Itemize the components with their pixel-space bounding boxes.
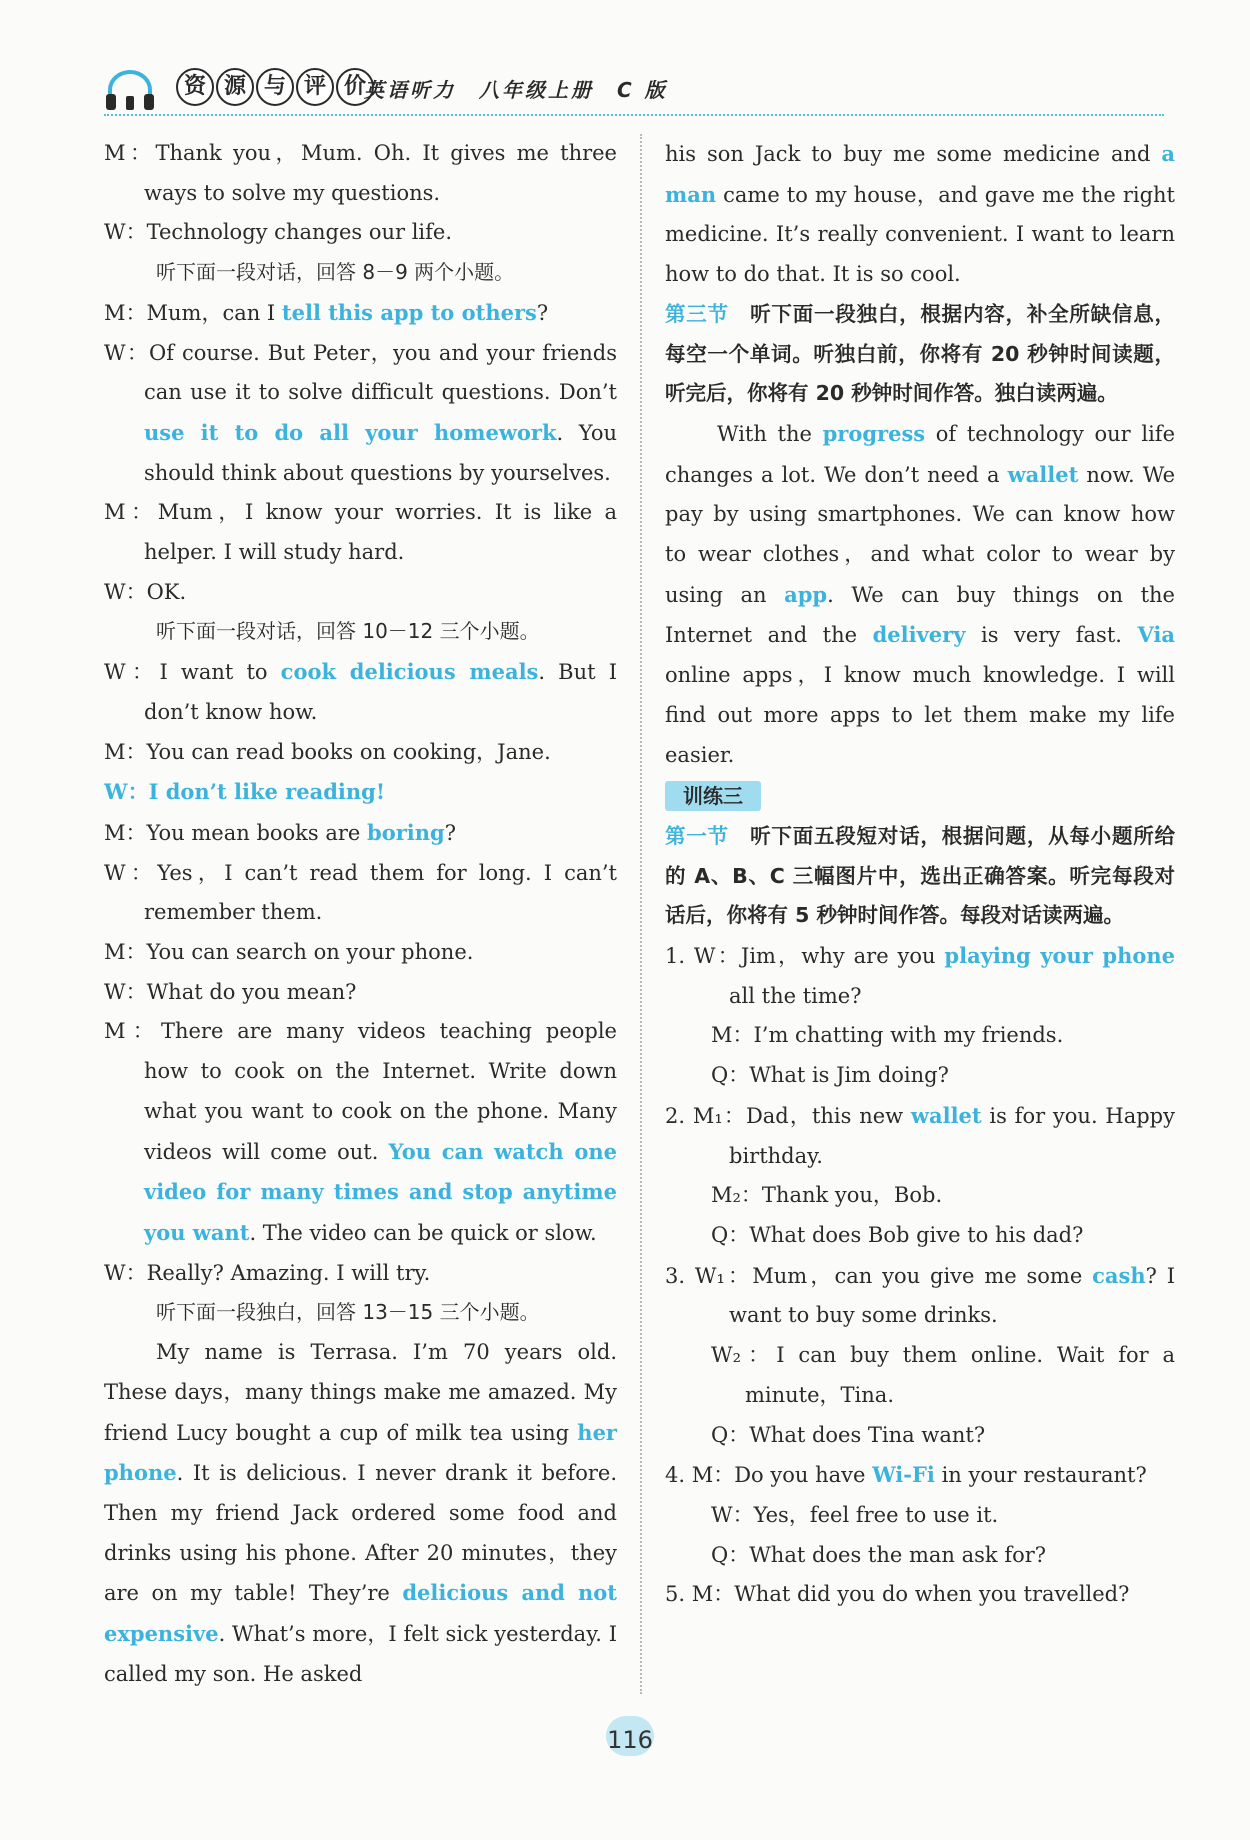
dialogue-line: W：Really? Amazing. I will try. [104, 1260, 431, 1285]
page-number: 116 [607, 1726, 653, 1754]
question-prompt: Q：What does Tina want? [711, 1422, 986, 1447]
dialogue-line: M：Mum，I know your worries. It is like a helper. I will study hard. [104, 500, 617, 565]
dialogue-line: W：Technology changes our life. [104, 220, 453, 245]
dialogue-line: M：You can search on your phone. [104, 940, 474, 965]
answer-highlight: Via [1137, 622, 1175, 648]
question-item: 1. W：Jim，why are you playing your phone all the time? [665, 943, 1175, 1008]
instruction: 听下面一段对话，回答 10－12 三个小题。 [156, 619, 540, 644]
question-item: 4. M：Do you have Wi-Fi in your restaurant? [665, 1462, 1147, 1488]
dialogue-line: W：Of course. But Peter，you and your friends can use it to solve difficult questions. Don’t use it to do all your homework. You should think about questions by yourselves. [104, 340, 617, 485]
dialogue-line: W：I don’t like reading! [104, 779, 386, 805]
header-title: 资 源 与 评 价 [176, 68, 374, 104]
answer-highlight: a man [665, 141, 1175, 207]
right-column [665, 134, 1175, 1615]
answer-highlight: use it to do all your homework [144, 419, 557, 445]
section-heading: 第一节 听下面五段短对话，根据问题，从每小题所给的 A、B、C 三幅图片中，选出正确答案。听完每段对话后，你将有 5 秒钟时间作答。每段对话读两遍。 [665, 823, 1176, 928]
answer-highlight: delivery [872, 622, 966, 648]
answer-highlight: You can watch one video for many times and stop anytime you want [144, 1138, 617, 1245]
dialogue-line: W：Yes，I can’t read them for long. I can’t remember them. [104, 860, 617, 925]
answer-highlight: tell this app to others [281, 299, 537, 325]
dialogue-line: M：There are many videos teaching people how to cook on the Internet. Write down what you want to cook on the phone. Many videos will come out. You can watch one video for many times and stop anytime you want. The video can be quick or slow. [104, 1019, 617, 1245]
section-tag: 第一节 [665, 823, 729, 848]
dialogue-line: W：I want to cook delicious meals. But I don’t know how. [104, 659, 617, 724]
left-column [104, 134, 617, 1694]
answer-highlight: wallet [910, 1102, 982, 1128]
answer-highlight: delicious and not expensive [104, 1580, 617, 1647]
dialogue-line: M：You mean books are boring? [104, 819, 456, 845]
dialogue-line: M：Thank you，Mum. Oh. It gives me three ways to solve my questions. [104, 141, 617, 205]
question-item: 3. W₁：Mum，can you give me some cash? I want to buy some drinks. [665, 1262, 1176, 1328]
answer-highlight: app [784, 581, 828, 607]
dialogue-line: W：What do you mean? [104, 979, 357, 1004]
answer-highlight: her phone [104, 1419, 617, 1486]
dialogue-line: W：OK. [104, 579, 187, 604]
instruction: 听下面一段对话，回答 8－9 两个小题。 [156, 260, 515, 285]
dialogue-line: W₂：I can buy them online. Wait for a minute，Tina. [711, 1343, 1175, 1407]
question-prompt: Q：What does Bob give to his dad? [711, 1222, 1084, 1247]
column-divider [640, 134, 642, 1694]
question-prompt: Q：What does the man ask for? [711, 1542, 1047, 1567]
dialogue-line: W：Yes，feel free to use it. [711, 1502, 999, 1527]
headphones-icon [104, 68, 156, 112]
answer-highlight: Wi-Fi [872, 1462, 935, 1488]
header-subtitle: 英语听力 八年级上册 C 版 [364, 78, 668, 102]
header-divider [104, 114, 1164, 116]
dialogue-line: M：Mum，can I tell this app to others? [104, 299, 549, 325]
answer-highlight: wallet [1007, 461, 1079, 487]
question-prompt: Q：What is Jim doing? [711, 1063, 949, 1088]
dialogue-line: M₂：Thank you，Bob. [711, 1183, 943, 1208]
section-tag: 第三节 [665, 301, 729, 326]
monologue-paragraph: his son Jack to buy me some medicine and a man came to my house，and gave me the right medicine. It’s really convenient. I want to learn how to do that. It is so cool. [665, 141, 1175, 287]
instruction: 听下面一段独白，回答 13－15 三个小题。 [156, 1300, 540, 1325]
answer-highlight: playing your phone [944, 943, 1175, 969]
answer-highlight: cash [1092, 1262, 1146, 1288]
monologue-paragraph: With the progress of technology our life changes a lot. We don’t need a wallet now. We pay by using smartphones. We can know how to wear clothes，and what color to wear by using an app. We can buy things on the Internet and the delivery is very fast. Via online apps，I know much knowledge. I will find out more apps to let them make my life easier. [665, 420, 1175, 767]
training-badge: 训练三 [665, 781, 761, 811]
dialogue-line: M：You can read books on cooking，Jane. [104, 739, 551, 764]
answer-highlight: I don’t like reading! [148, 779, 386, 805]
page-header [104, 64, 1164, 116]
dialogue-line: M：I’m chatting with my friends. [711, 1023, 1064, 1048]
section-heading: 第三节 听下面一段独白，根据内容，补全所缺信息，每空一个单词。听独白前，你将有 20 秒钟时间读题，听完后，你将有 20 秒钟时间作答。独白读两遍。 [665, 301, 1176, 406]
answer-highlight: boring [367, 819, 445, 845]
answer-highlight: progress [822, 420, 926, 446]
answer-highlight: cook delicious meals [280, 659, 539, 685]
monologue-paragraph: My name is Terrasa. I’m 70 years old. These days，many things make me amazed. My friend Lucy bought a cup of milk tea using her phone. It is delicious. I never drank it before. Then my friend Jack ordered some food and drinks using his phone. After 20 minutes，they are on my table! They’re delicious and not expensive. What’s more，I felt sick yesterday. I called my son. He asked [104, 1340, 617, 1686]
question-item: 5. M：What did you do when you travelled? [665, 1582, 1130, 1607]
question-item: 2. M₁：Dad，this new wallet is for you. Happy birthday. [665, 1102, 1175, 1168]
